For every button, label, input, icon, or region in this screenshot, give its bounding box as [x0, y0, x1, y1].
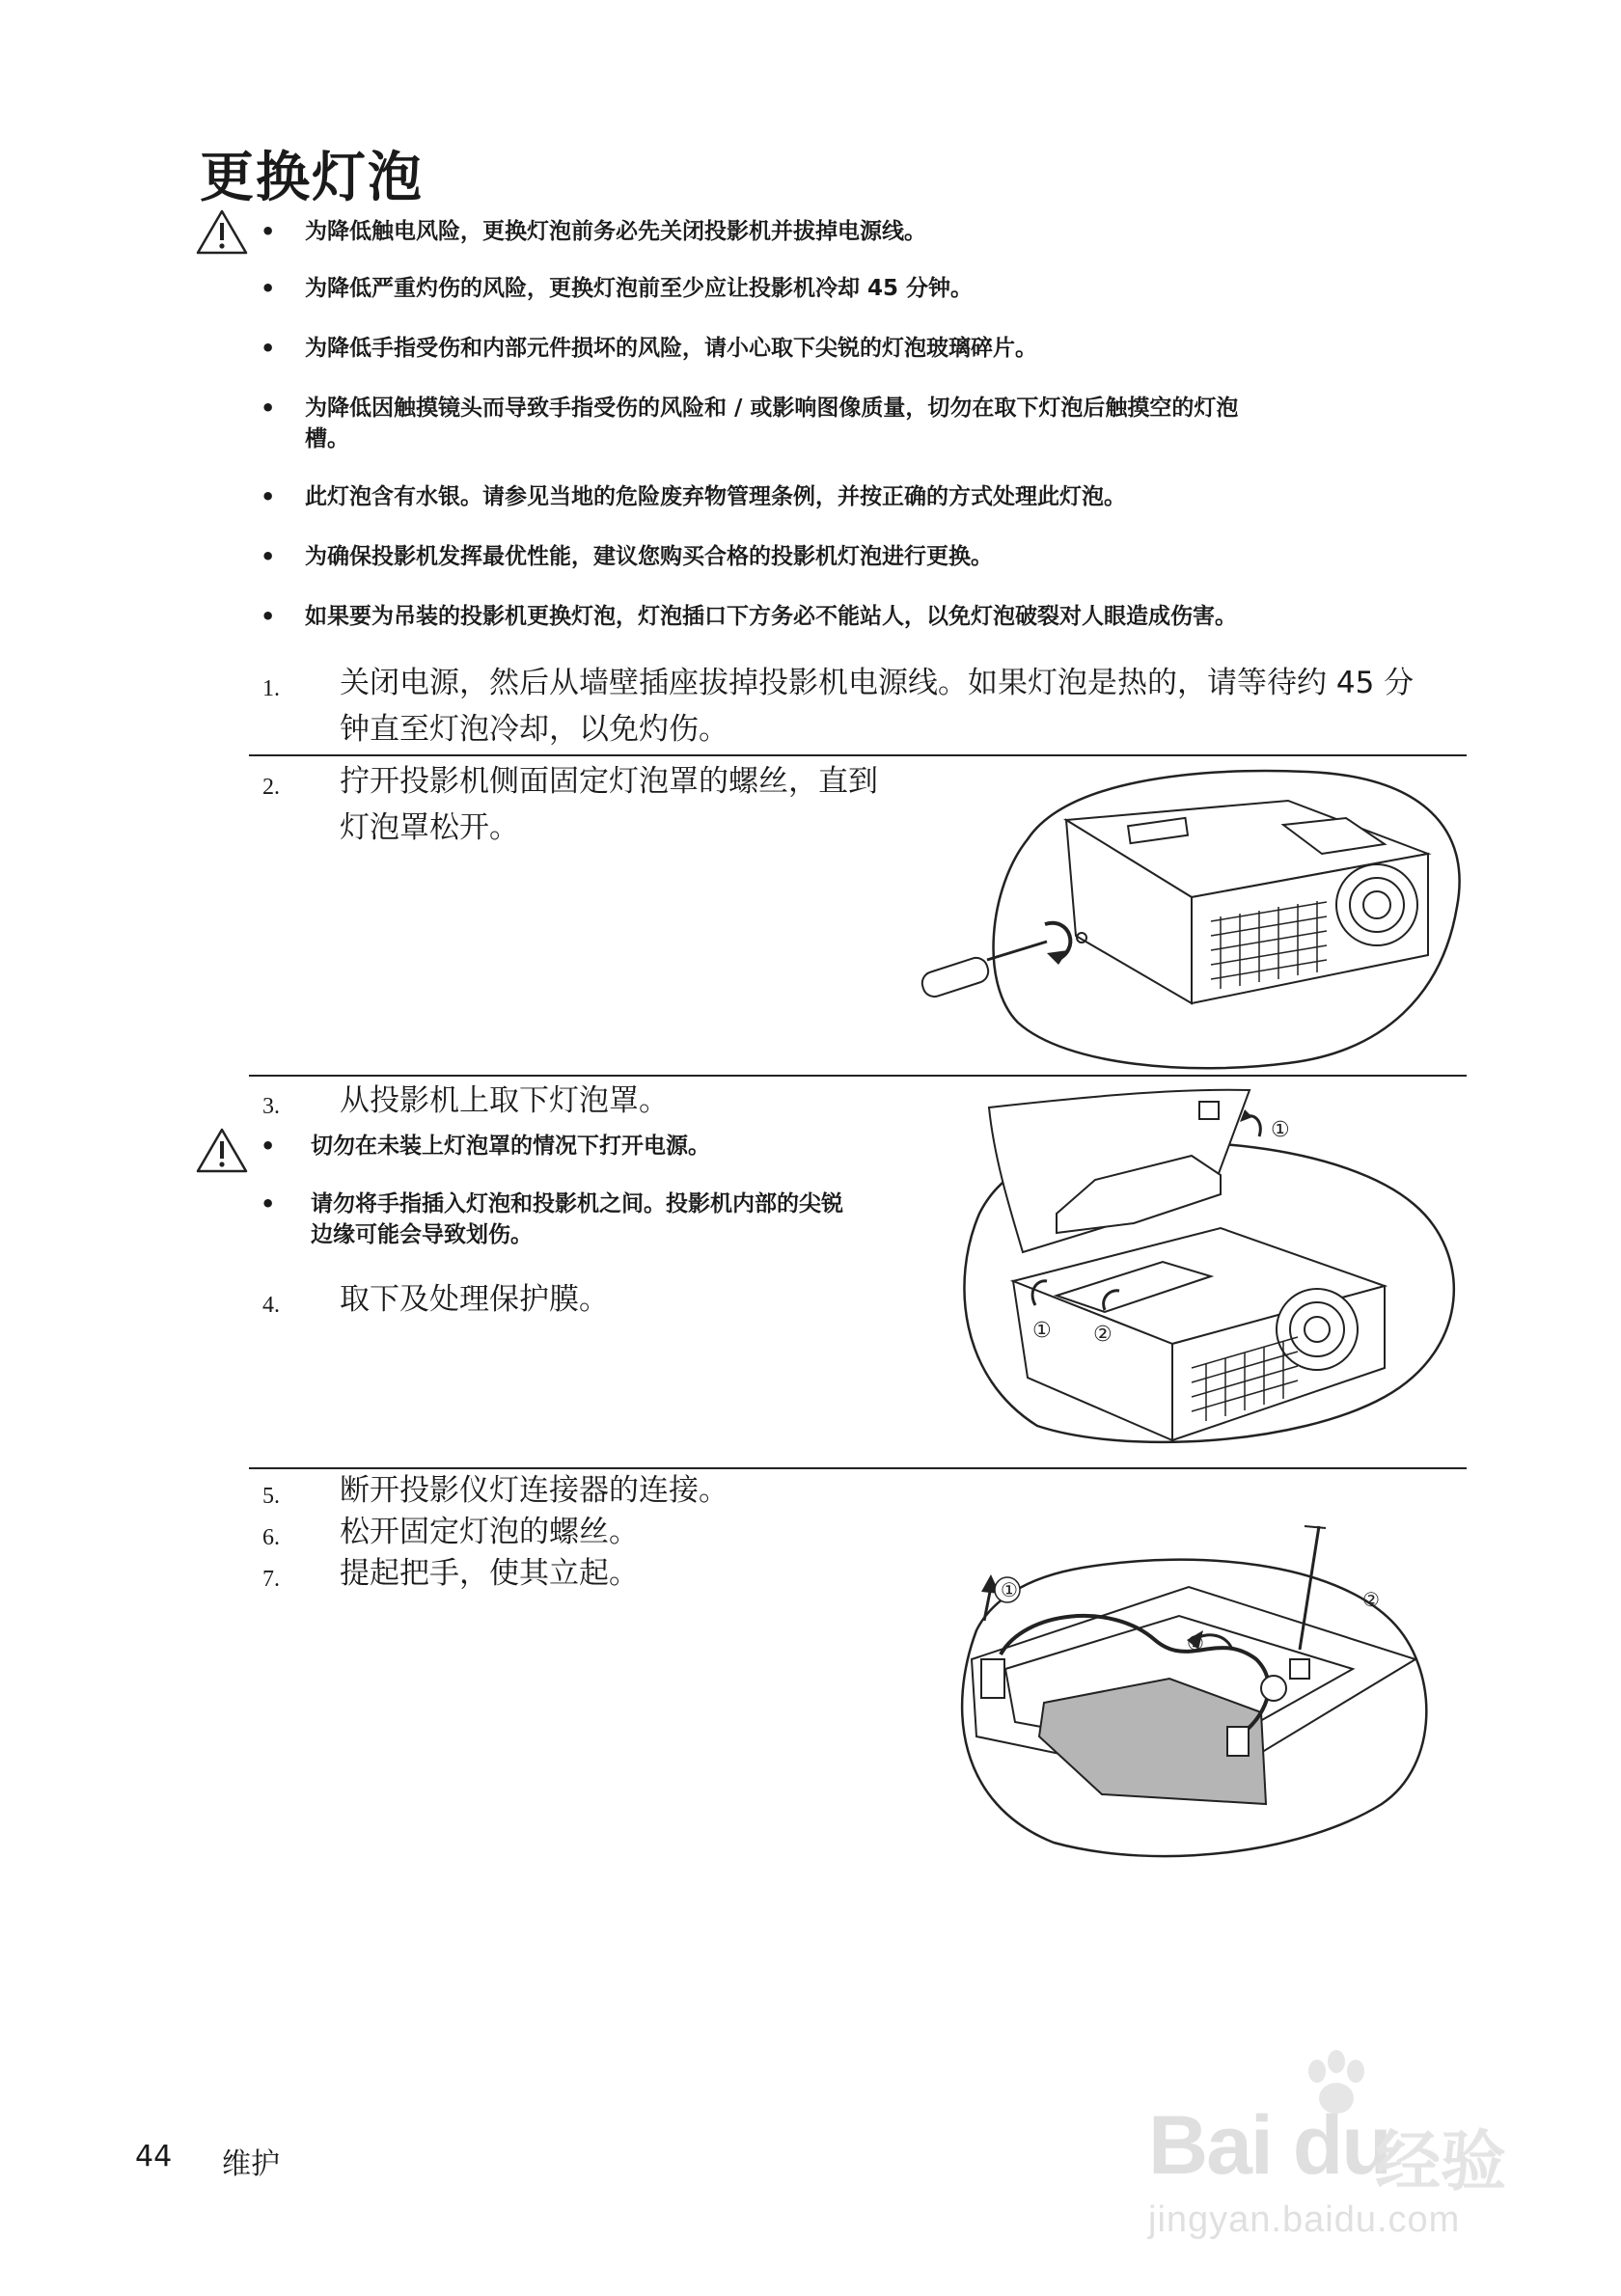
warning-item: • 请勿将手指插入灯泡和投影机之间。投影机内部的尖锐边缘可能会导致划伤。	[261, 1190, 843, 1247]
warning-item: • 为降低严重灼伤的风险，更换灯泡前至少应让投影机冷却 45 分钟。	[261, 275, 974, 302]
safety-warning-list	[261, 216, 1457, 632]
callout-lamp-3: ③	[1187, 1631, 1204, 1654]
page-number: 44	[135, 2140, 173, 2173]
step-6: 6. 松开固定灯泡的螺丝。	[262, 1515, 639, 1550]
warning-item: • 切勿在未装上灯泡罩的情况下打开电源。	[261, 1133, 710, 1160]
warning-item: • 为确保投影机发挥最优性能，建议您购买合格的投影机灯泡进行更换。	[261, 543, 993, 570]
callout-lamp-2: ②	[1362, 1588, 1380, 1611]
step-5: 5. 断开投影仪灯连接器的连接。	[262, 1473, 728, 1509]
lamp-cover-illustration	[931, 1088, 1471, 1457]
section-divider	[249, 1075, 1467, 1077]
warning-item: • 为降低手指受伤和内部元件损坏的风险，请小心取下尖锐的灯泡玻璃碎片。	[261, 335, 1037, 362]
step3-warning-list	[261, 1131, 888, 1250]
step-2: 2. 拧开投影机侧面固定灯泡罩的螺丝，直到灯泡罩松开。	[262, 764, 878, 845]
warning-icon	[195, 1127, 249, 1175]
callout-1-lower: ①	[1032, 1319, 1052, 1343]
callout-2: ②	[1093, 1323, 1113, 1347]
callout-lamp-1: ①	[1001, 1578, 1018, 1601]
step-7: 7. 提起把手，使其立起。	[262, 1556, 639, 1592]
warning-icon	[195, 208, 249, 257]
section-name: 维护	[222, 2147, 280, 2181]
section-divider	[249, 754, 1467, 756]
baidu-watermark: Bai du 经验 jingyan.baidu.com	[1110, 2050, 1553, 2257]
callout-1: ①	[1271, 1118, 1290, 1142]
step-4: 4. 取下及处理保护膜。	[262, 1282, 609, 1318]
warning-item: • 此灯泡含有水银。请参见当地的危险废弃物管理条例，并按正确的方式处理此灯泡。	[261, 483, 1126, 510]
lamp-removal-illustration	[938, 1515, 1440, 1862]
warning-item: • 为降低触电风险，更换灯泡前务必先关闭投影机并拔掉电源线。	[261, 218, 926, 245]
step-1: 1. 关闭电源，然后从墙壁插座拔掉投影机电源线。如果灯泡是热的，请等待约 45 分钟直至灯泡冷却，以免灼伤。	[262, 666, 1415, 747]
warning-item: • 如果要为吊装的投影机更换灯泡，灯泡插口下方务必不能站人，以免灯泡破裂对人眼造成伤害。	[261, 603, 1237, 630]
warning-item: • 为降低因触摸镜头而导致手指受伤的风险和 / 或影响图像质量，切勿在取下灯泡后触摸空的灯泡槽。	[261, 395, 1239, 451]
step-3: 3. 从投影机上取下灯泡罩。	[262, 1083, 669, 1119]
projector-screw-illustration	[902, 762, 1471, 1080]
page-title: 更换灯泡	[200, 147, 424, 209]
